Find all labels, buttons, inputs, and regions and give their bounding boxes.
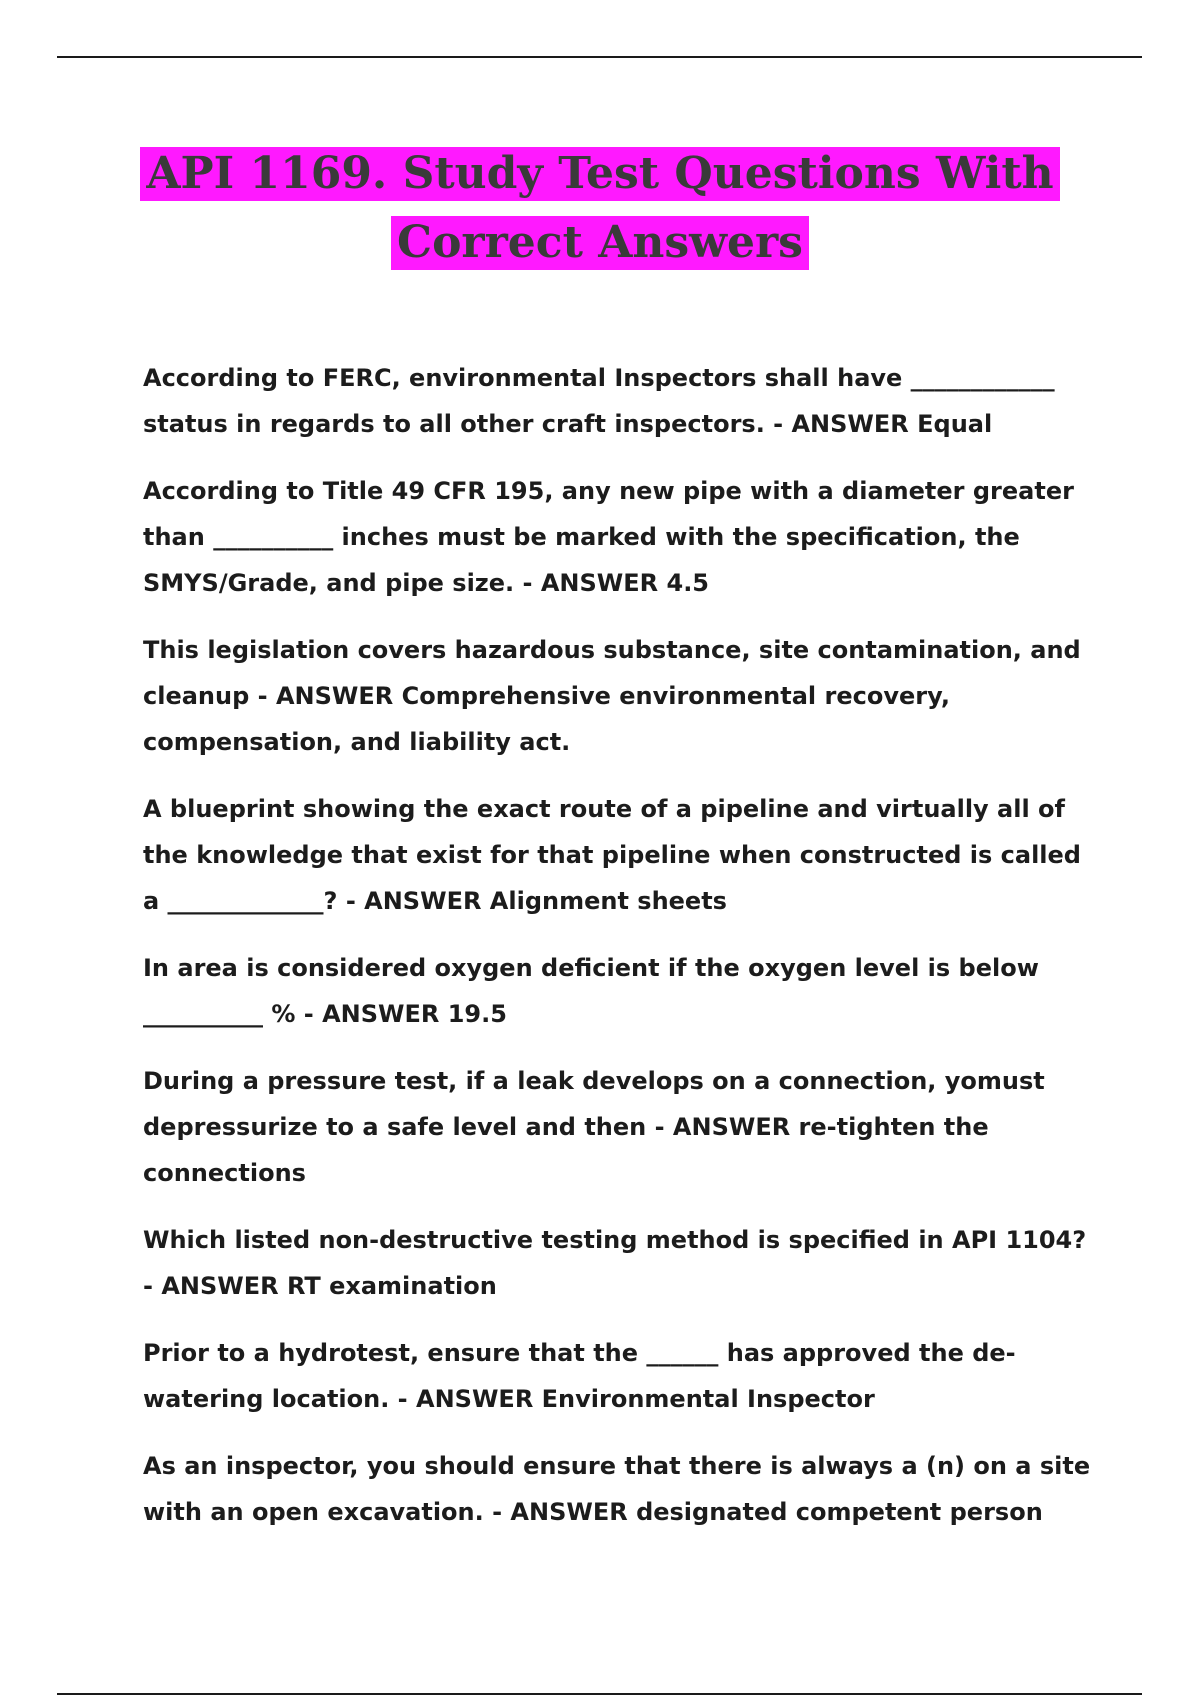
qa-item: This legislation covers hazardous substance, site contamination, and cleanup - ANSWER Comprehensive environmental recovery, compensation, and liability act. (143, 636, 1081, 756)
qa-item: A blueprint showing the exact route of a pipeline and virtually all of the knowledge that exist for that pipeline when constructed is called a _____________? - ANSWER Alignment sheets (143, 795, 1081, 915)
document-title (100, 142, 1100, 280)
qa-item: According to Title 49 CFR 195, any new pipe with a diameter greater than __________ inches must be marked with the specification, the SMYS/Grade, and pipe size. - ANSWER 4.5 (143, 477, 1074, 597)
qa-item: In area is considered oxygen deficient if the oxygen level is below __________ % - ANSWER 19.5 (143, 954, 1039, 1028)
title-line-1: API 1169. Study Test Questions With (140, 147, 1059, 201)
title-line-2: Correct Answers (391, 216, 809, 270)
qa-item: Prior to a hydrotest, ensure that the ______ has approved the de-watering location. - ANSWER Environmental Inspector (143, 1339, 1016, 1413)
qa-item: Which listed non-destructive testing method is specified in API 1104? - ANSWER RT examination (143, 1226, 1087, 1300)
qa-list (143, 355, 1103, 1556)
qa-item: During a pressure test, if a leak develops on a connection, yomust depressurize to a safe level and then - ANSWER re-tighten the connections (143, 1067, 1045, 1187)
bottom-rule (57, 1693, 1142, 1695)
top-rule (57, 56, 1142, 58)
qa-item: As an inspector, you should ensure that there is always a (n) on a site with an open excavation. - ANSWER designated competent person (143, 1452, 1091, 1526)
qa-item: According to FERC, environmental Inspectors shall have ____________ status in regards to all other craft inspectors. - ANSWER Equal (143, 364, 1055, 438)
